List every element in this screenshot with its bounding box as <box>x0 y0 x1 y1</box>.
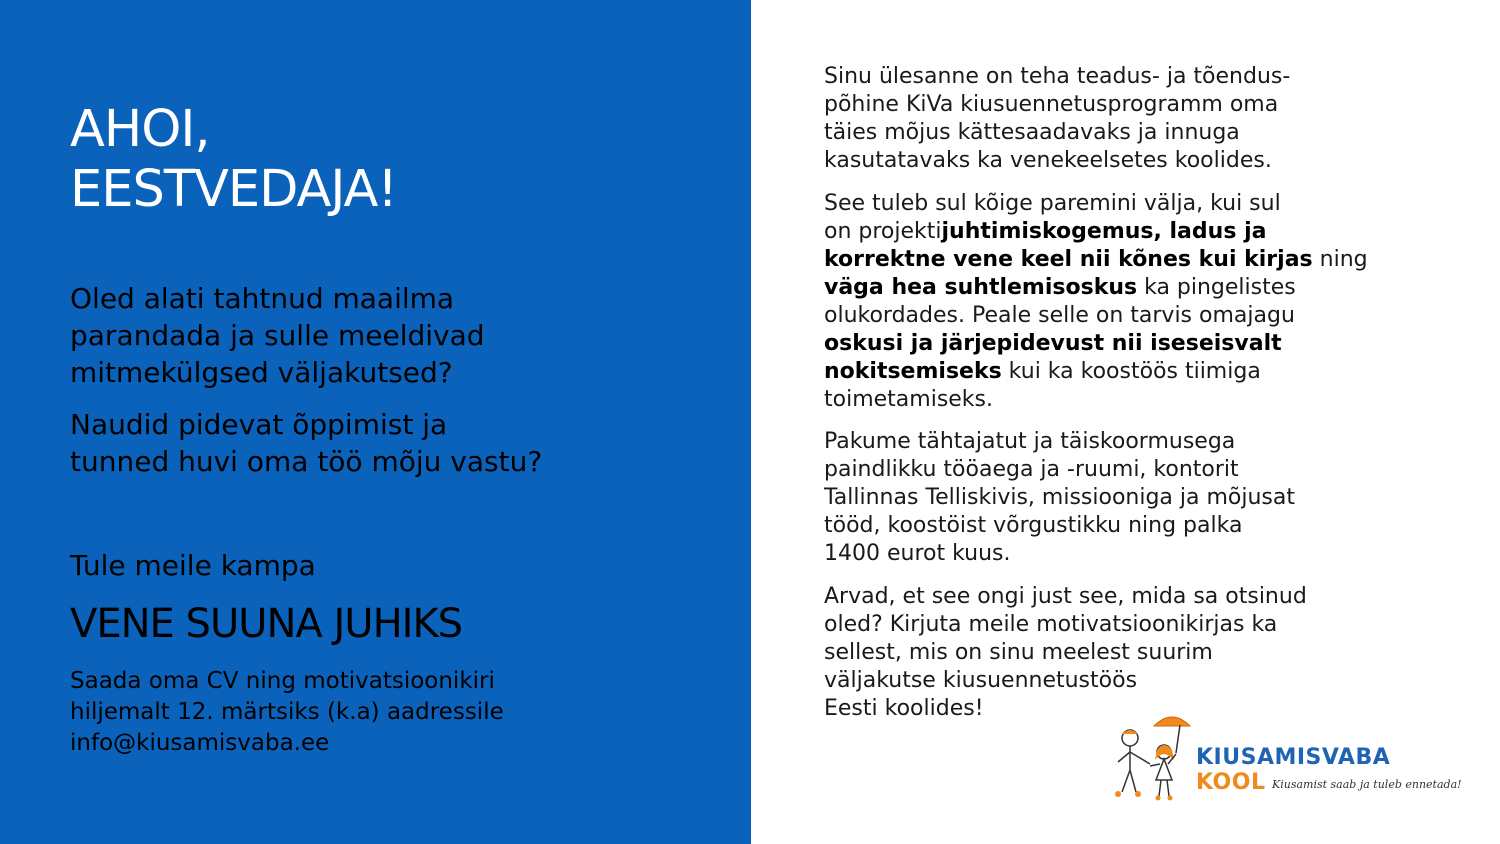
text-line: paindlikku tööaega ja -ruumi, kontorit <box>824 457 1239 482</box>
emphasis: oskusi ja järjepidevust nii iseseisvalt <box>824 331 1282 356</box>
text-fragment: ka pingelistes <box>1137 275 1296 300</box>
emphasis: korrektne vene keel nii kõnes kui kirjas <box>824 247 1313 272</box>
intro-line: tunned huvi oma töö mõju vastu? <box>70 445 543 478</box>
kiusamisvaba-kool-logo <box>1106 708 1466 808</box>
text-line <box>824 218 1424 246</box>
emphasis: väga hea suhtlemisoskus <box>824 275 1138 300</box>
text-fragment: kui ka koostöös tiimiga <box>1001 359 1261 384</box>
text-line: Eesti koolides! <box>824 696 984 721</box>
text-line: Tallinnas Telliskivis, missiooniga ja mõjusat <box>824 485 1296 510</box>
text-line: olukordades. Peale selle on tarvis omajagu <box>824 303 1295 328</box>
requirements-paragraph <box>824 190 1424 414</box>
text-line: Pakume tähtajatut ja täiskoormusega <box>824 429 1236 454</box>
text-line: täies mõjus kättesaadavaks ja innuga <box>824 120 1240 145</box>
intro-line: Naudid pidevat õppimist ja <box>70 408 448 441</box>
text-line: põhine KiVa kiusuennetusprogramm oma <box>824 92 1279 117</box>
text-fragment: on projekti <box>824 219 942 244</box>
text-line: tööd, koostöist võrgustikku ning palka <box>824 513 1243 538</box>
text-line: väljakutse kiusuennetustöös <box>824 668 1138 693</box>
text-line <box>824 246 1424 274</box>
text-line <box>824 274 1424 302</box>
text-line: sellest, mis on sinu meelest suurim <box>824 640 1213 665</box>
text-line: See tuleb sul kõige paremini välja, kui sul <box>824 191 1281 216</box>
text-fragment: ning <box>1312 247 1368 272</box>
intro-line: mitmekülgsed väljakutsed? <box>70 356 453 389</box>
text-line <box>824 330 1424 358</box>
logo-tagline: Kiusamist saab ja tuleb ennetada! <box>1272 778 1462 791</box>
text-line: Sinu ülesanne on teha teadus- ja tõendus- <box>824 64 1291 89</box>
intro-line: Oled alati tahtnud maailma <box>70 282 455 315</box>
offer-paragraph <box>824 428 1424 568</box>
intro-line: parandada ja sulle meeldivad <box>70 319 485 352</box>
text-line: 1400 eurot kuus. <box>824 541 1011 566</box>
task-paragraph <box>824 63 1424 175</box>
headline-line: EESTVEDAJA! <box>70 160 397 219</box>
headline-line: AHOI, <box>70 100 210 159</box>
apply-line: Saada oma CV ning motivatsioonikiri <box>70 668 495 694</box>
join-text: Tule meile kampa <box>70 549 316 582</box>
emphasis: juhtimiskogemus, ladus ja <box>941 219 1267 244</box>
logo-wordmark-1: KIUSAMISVABA <box>1196 745 1391 770</box>
intro-paragraph-2 <box>70 406 710 480</box>
children-umbrella-icon <box>1106 708 1198 808</box>
role-title: VENE SUUNA JUHIKS <box>70 601 463 647</box>
emphasis: nokitsemiseks <box>824 359 1002 384</box>
text-line: Arvad, et see ongi just see, mida sa otsinud <box>824 584 1307 609</box>
call-to-action-paragraph <box>824 583 1424 723</box>
text-line: oled? Kirjuta meile motivatsioonikirjas ka <box>824 612 1278 637</box>
apply-instructions <box>70 666 710 759</box>
logo-wordmark-2: KOOL <box>1196 770 1266 795</box>
intro-paragraph-1 <box>70 280 710 391</box>
headline <box>70 100 397 220</box>
apply-email: info@kiusamisvaba.ee <box>70 730 330 756</box>
text-line: toimetamiseks. <box>824 387 994 412</box>
apply-line: hiljemalt 12. märtsiks (k.a) aadressile <box>70 699 504 725</box>
text-line: kasutatavaks ka venekeelsetes koolides. <box>824 148 1272 173</box>
text-line <box>824 358 1424 386</box>
